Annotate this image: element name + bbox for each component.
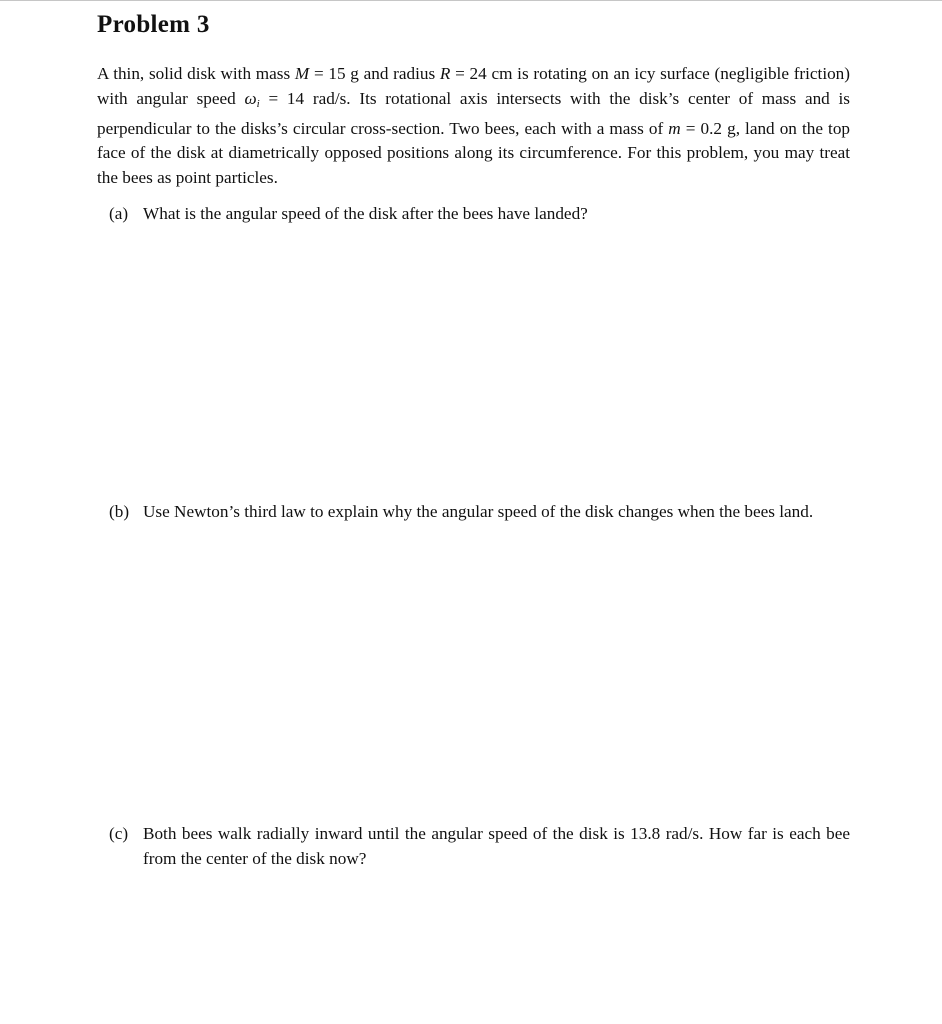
question-b-text: Use Newton’s third law to explain why the angular speed of the disk changes when the bees land. <box>143 502 814 521</box>
question-c-text: Both bees walk radially inward until the angular speed of the disk is 13.8 rad/s. How far is each bee from the center of the disk now? <box>143 824 850 868</box>
question-c <box>109 822 850 872</box>
intro-text-5: = 0.2 g, land on the top face of the disk at diametrically opposed positions along its circumference. For this problem, you may treat the bees as point particles. <box>97 118 851 188</box>
problem-statement <box>97 62 850 191</box>
intro-text-1: A thin, solid disk with mass <box>97 64 295 83</box>
intro-text-2: = 15 g and radius <box>309 64 440 83</box>
problem-title: Problem 3 <box>97 11 210 38</box>
answer-space-b <box>97 555 850 810</box>
question-a-label: (a) <box>109 204 129 223</box>
intro-text-4: = 14 rad/s. Its rotational axis intersects with the disk’s center of mass and is perpendicular to the disks’s circular cross-section. Two bees, each with a mass of <box>97 88 850 138</box>
var-omega: ω <box>244 88 257 108</box>
question-b-label: (b) <box>109 502 130 521</box>
var-omega-subscript: i <box>256 97 260 110</box>
page-top-border <box>0 0 942 1</box>
answer-space-c <box>97 878 850 1018</box>
var-disk-mass: M <box>294 64 310 83</box>
question-a <box>109 202 850 227</box>
var-bee-mass: m <box>668 118 681 138</box>
question-a-text: What is the angular speed of the disk after the bees have landed? <box>143 204 588 223</box>
intro-text-3: = 24 cm is rotating on an icy surface (negligible friction) with angular speed <box>97 64 851 108</box>
question-b <box>109 500 850 525</box>
question-c-label: (c) <box>109 824 129 843</box>
answer-space-a <box>97 235 850 490</box>
var-disk-radius: R <box>439 64 451 83</box>
